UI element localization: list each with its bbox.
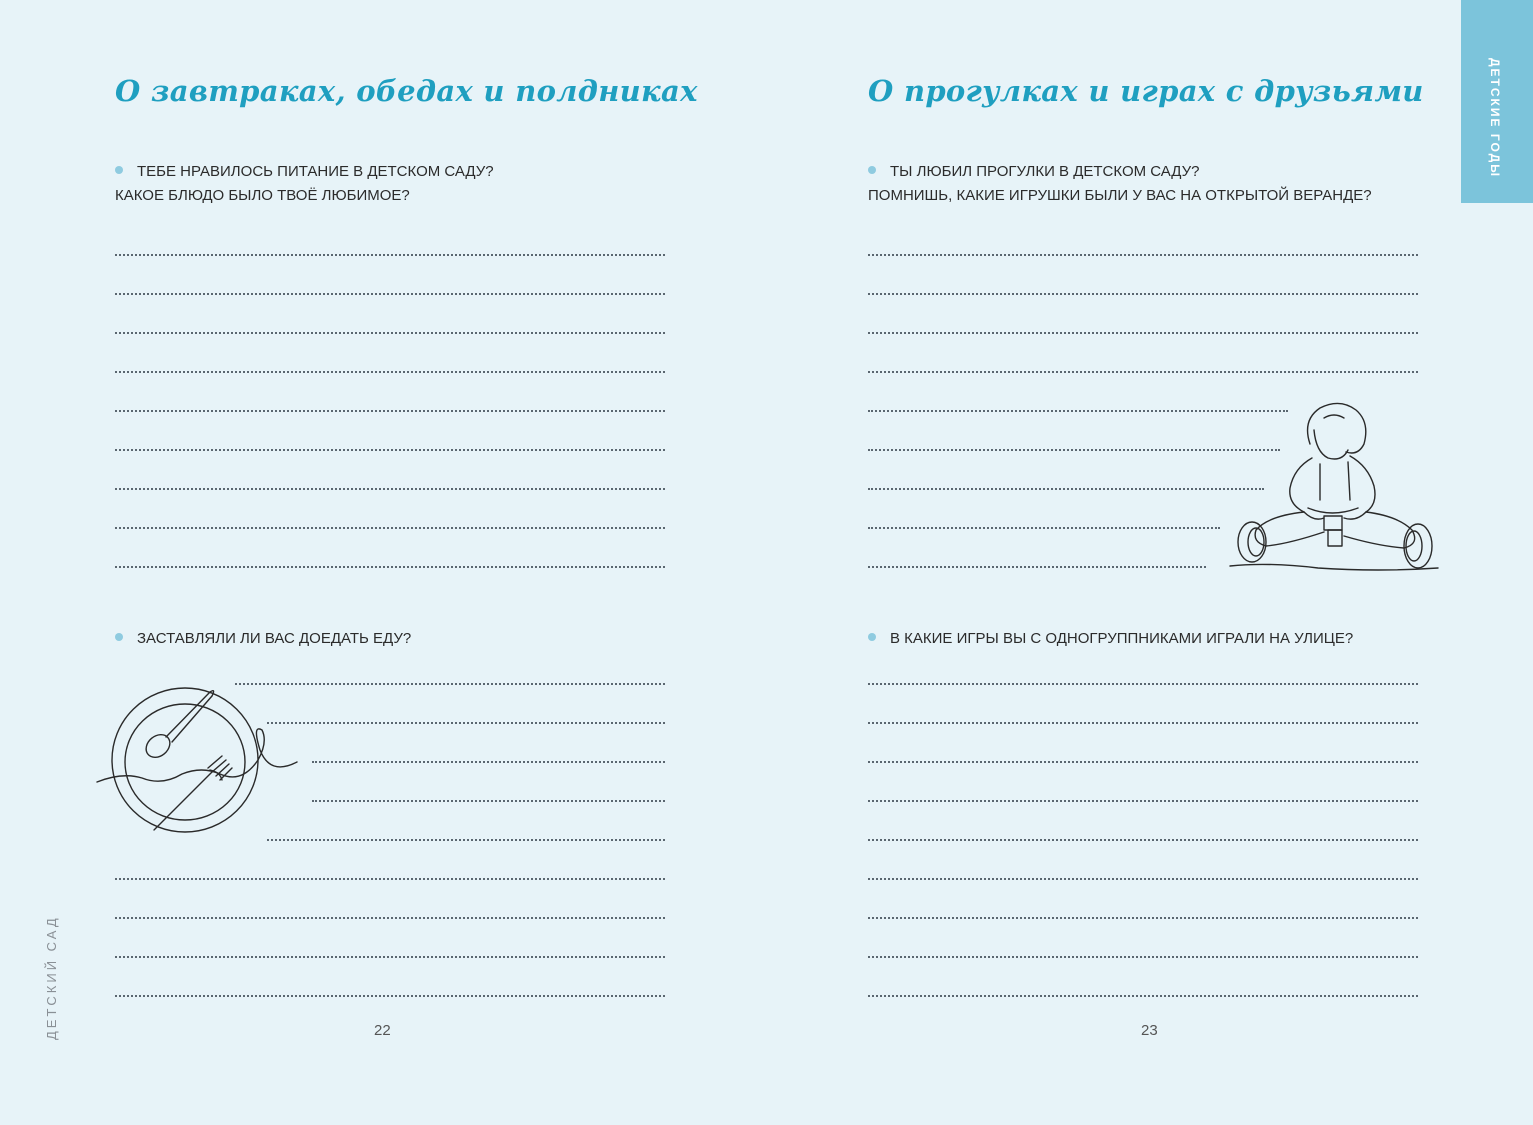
page-number-right: 23	[1141, 1022, 1158, 1039]
answer-line[interactable]	[115, 878, 665, 880]
answer-line[interactable]	[868, 995, 1418, 997]
answer-line[interactable]	[115, 917, 665, 919]
answer-line[interactable]	[115, 566, 665, 568]
answer-line[interactable]	[868, 683, 1418, 685]
bullet-dot-icon	[115, 633, 123, 641]
answer-line[interactable]	[868, 800, 1418, 802]
bullet-dot-icon	[868, 633, 876, 641]
answer-line[interactable]	[868, 722, 1418, 724]
question-line: ЗАСТАВЛЯЛИ ЛИ ВАС ДОЕДАТЬ ЕДУ?	[137, 630, 412, 647]
answer-line[interactable]	[267, 839, 665, 841]
page-title-left: О завтраках, обедах и полдниках	[115, 74, 698, 108]
answer-line[interactable]	[868, 332, 1418, 334]
answer-line[interactable]	[868, 371, 1418, 373]
chapter-tab-label: ДЕТСКИЕ ГОДЫ	[1488, 58, 1502, 178]
question-line: КАКОЕ БЛЮДО БЫЛО ТВОЁ ЛЮБИМОЕ?	[115, 187, 410, 204]
question-line: ПОМНИШЬ, КАКИЕ ИГРУШКИ БЫЛИ У ВАС НА ОТКРЫТОЙ ВЕРАНДЕ?	[868, 187, 1372, 204]
bullet-dot-icon	[115, 166, 123, 174]
sitting-child-line-drawing-icon	[1228, 400, 1440, 580]
question-outdoor-games	[868, 627, 1353, 651]
answer-line[interactable]	[312, 761, 665, 763]
question-walks	[868, 160, 1372, 208]
answer-line[interactable]	[115, 449, 665, 451]
answer-line[interactable]	[868, 488, 1264, 490]
question-line: В КАКИЕ ИГРЫ ВЫ С ОДНОГРУППНИКАМИ ИГРАЛИ НА УЛИЦЕ?	[890, 630, 1354, 647]
page-title-right: О прогулках и играх с друзьями	[868, 74, 1424, 108]
answer-line[interactable]	[868, 410, 1288, 412]
answer-line[interactable]	[312, 800, 665, 802]
answer-line[interactable]	[115, 527, 665, 529]
answer-line[interactable]	[115, 332, 665, 334]
answer-line[interactable]	[868, 566, 1206, 568]
answer-line[interactable]	[868, 527, 1220, 529]
question-line: ТЕБЕ НРАВИЛОСЬ ПИТАНИЕ В ДЕТСКОМ САДУ?	[137, 163, 494, 180]
answer-line[interactable]	[115, 293, 665, 295]
answer-line[interactable]	[115, 410, 665, 412]
page-number-left: 22	[374, 1022, 391, 1039]
answer-line[interactable]	[868, 839, 1418, 841]
answer-line[interactable]	[115, 371, 665, 373]
answer-line[interactable]	[115, 956, 665, 958]
answer-line[interactable]	[115, 254, 665, 256]
answer-line[interactable]	[868, 878, 1418, 880]
section-side-label: ДЕТСКИЙ САД	[44, 915, 59, 1040]
answer-line[interactable]	[868, 917, 1418, 919]
chapter-tab	[1461, 0, 1533, 203]
answer-line[interactable]	[115, 995, 665, 997]
answer-line[interactable]	[868, 449, 1280, 451]
answer-line[interactable]	[267, 722, 665, 724]
left-page	[0, 0, 766, 1125]
answer-line[interactable]	[868, 761, 1418, 763]
answer-line[interactable]	[868, 293, 1418, 295]
answer-line[interactable]	[868, 956, 1418, 958]
answer-line[interactable]	[868, 254, 1418, 256]
plate-spoon-fork-line-drawing-icon	[92, 680, 302, 840]
bullet-dot-icon	[868, 166, 876, 174]
answer-line[interactable]	[115, 488, 665, 490]
question-meals	[115, 160, 494, 208]
question-line: ТЫ ЛЮБИЛ ПРОГУЛКИ В ДЕТСКОМ САДУ?	[890, 163, 1200, 180]
right-page	[766, 0, 1533, 1125]
question-finish-food	[115, 627, 411, 651]
